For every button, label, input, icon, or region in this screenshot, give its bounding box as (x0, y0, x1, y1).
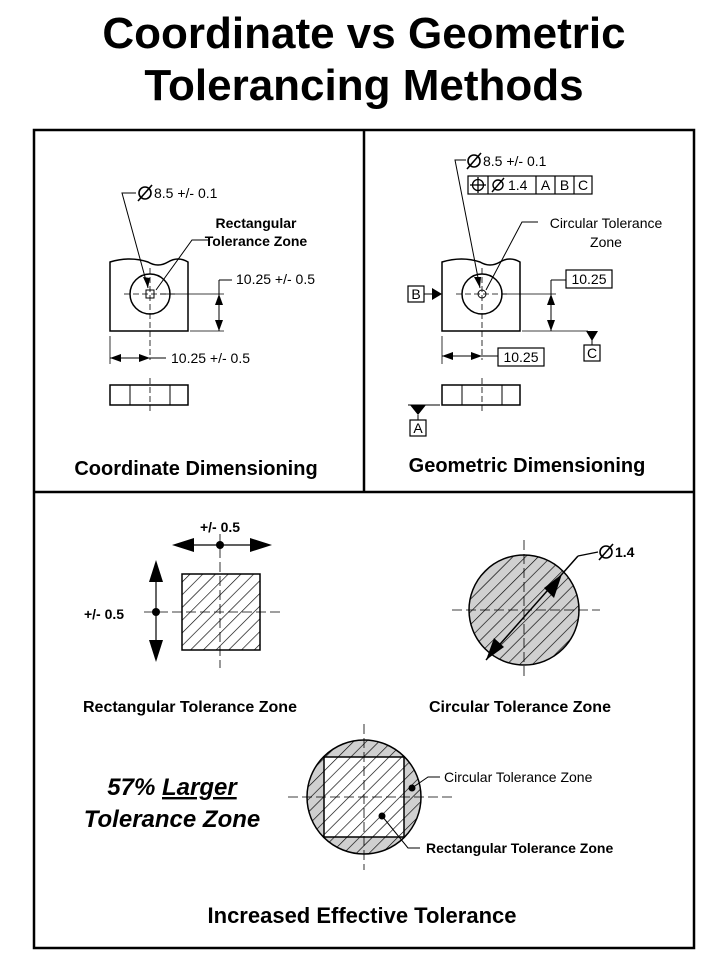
rect-vert-tol: +/- 0.5 (83, 606, 125, 622)
geo-fcf-c: C (577, 177, 589, 193)
datum-triangle-icon (586, 331, 598, 341)
coord-zone-label-2: Tolerance Zone (204, 233, 308, 249)
compare-circ-label: Circular Tolerance Zone (444, 769, 593, 785)
compare-caption: Increased Effective Tolerance (207, 903, 517, 928)
arrowhead-icon (172, 538, 194, 552)
rect-zone-panel (144, 534, 282, 668)
diameter-symbol-icon (467, 153, 481, 169)
position-symbol-icon (470, 177, 486, 193)
arrowhead-icon (149, 640, 163, 662)
geo-datum-c: C (586, 345, 598, 361)
datum-triangle-icon (432, 288, 442, 300)
arrowhead-icon (149, 560, 163, 582)
geo-basic-horiz: 10.25 (503, 349, 539, 365)
geo-datum-a: A (413, 420, 423, 436)
geo-caption: Geometric Dimensioning (408, 455, 646, 477)
geo-datum-b: B (411, 286, 421, 302)
circ-zone-panel (452, 540, 613, 680)
coord-vert-dim: 10.25 +/- 0.5 (236, 271, 316, 287)
circ-diameter: 1.4 (615, 544, 635, 560)
circ-zone-caption: Circular Tolerance Zone (429, 699, 611, 716)
title-line-1: Coordinate vs Geometric (102, 9, 626, 58)
diameter-symbol-icon (599, 544, 613, 560)
arrowhead-icon (250, 538, 272, 552)
compare-headline-2: Tolerance Zone (83, 806, 261, 833)
coordinate-panel (110, 185, 232, 412)
geo-hole-dim: 8.5 +/- 0.1 (483, 153, 547, 169)
title-line-2: Tolerancing Methods (144, 61, 584, 110)
coord-hole-dim: 8.5 +/- 0.1 (154, 185, 218, 201)
compare-headline-1: 57% Larger (107, 774, 237, 801)
compare-rect-label: Rectangular Tolerance Zone (426, 840, 614, 856)
geo-fcf-tol: 1.4 (508, 177, 528, 193)
coord-horiz-dim: 10.25 +/- 0.5 (171, 350, 251, 366)
geometric-panel (408, 153, 612, 436)
rect-horiz-tol: +/- 0.5 (199, 519, 241, 535)
geo-zone-label-1: Circular Tolerance (549, 215, 663, 231)
diameter-symbol-icon (492, 178, 504, 192)
geo-fcf-b: B (559, 177, 570, 193)
geo-fcf-a: A (540, 177, 551, 193)
coord-caption: Coordinate Dimensioning (74, 458, 318, 480)
rect-zone-caption: Rectangular Tolerance Zone (83, 699, 297, 716)
geo-zone-label-2: Zone (590, 234, 622, 250)
datum-triangle-icon (410, 405, 426, 415)
geo-basic-vert: 10.25 (571, 271, 607, 287)
coord-zone-label-1: Rectangular (215, 215, 297, 231)
diameter-symbol-icon (138, 185, 152, 201)
